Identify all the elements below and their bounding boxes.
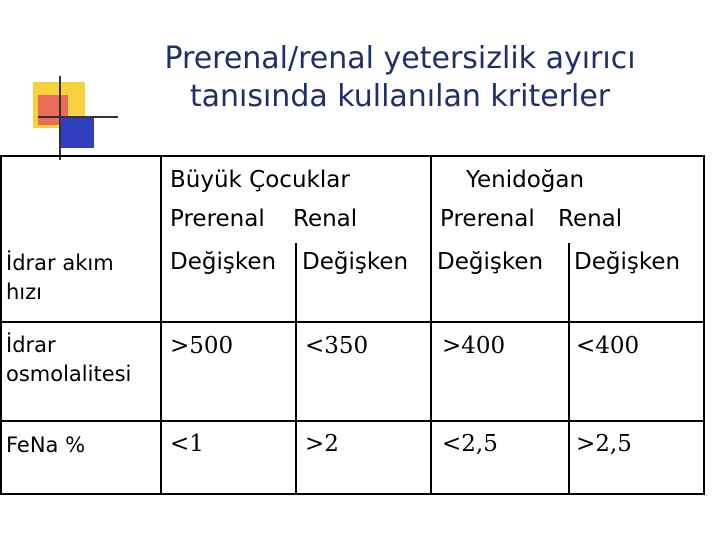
row-label-line: İdrar akım xyxy=(6,251,114,275)
table-cell: Değişken xyxy=(302,249,409,275)
table-rule xyxy=(0,155,2,495)
logo-horizontal-line xyxy=(38,116,118,118)
row-label-fena xyxy=(6,431,85,460)
table-cell: <350 xyxy=(305,333,369,359)
table-cell: Değişken xyxy=(574,249,681,275)
subheader-newborn-renal: Renal xyxy=(558,206,623,232)
table-rule xyxy=(295,243,297,495)
table-cell: <2,5 xyxy=(442,431,498,457)
slide-title-line-1: Prerenal/renal yetersizlik ayırıcı xyxy=(164,41,636,76)
row-label-line: osmolalitesi xyxy=(6,362,132,386)
table-cell: <400 xyxy=(576,333,640,359)
table-rule xyxy=(703,155,705,495)
slide-title xyxy=(110,40,690,116)
table-cell: >2 xyxy=(305,431,339,457)
table-cell: Değişken xyxy=(170,249,277,275)
table-rule xyxy=(0,420,705,422)
table-cell: >400 xyxy=(442,333,506,359)
subheader-newborn-prerenal: Prerenal xyxy=(440,206,535,232)
slide-title-line-2: tanısında kullanılan kriterler xyxy=(189,79,611,114)
table-rule xyxy=(0,493,705,495)
table-cell: Değişken xyxy=(437,249,544,275)
logo-vertical-line xyxy=(59,76,61,160)
table-rule xyxy=(0,155,705,157)
table-cell: >2,5 xyxy=(576,431,632,457)
header-older-children: Büyük Çocuklar xyxy=(170,167,350,193)
row-label-line: hızı xyxy=(6,280,43,304)
table-rule xyxy=(430,155,432,495)
table-cell: <1 xyxy=(170,431,204,457)
header-newborn: Yenidoğan xyxy=(466,167,585,193)
row-label-urine-flow xyxy=(6,249,114,307)
row-label-line: İdrar xyxy=(6,333,56,357)
table-rule xyxy=(568,243,570,495)
subheader-older-prerenal: Prerenal xyxy=(170,206,265,232)
row-label-line: FeNa % xyxy=(6,433,86,457)
table-rule xyxy=(160,155,162,495)
row-label-urine-osmolality xyxy=(6,331,131,389)
table-cell: >500 xyxy=(170,333,234,359)
table-rule xyxy=(0,321,705,323)
subheader-older-renal: Renal xyxy=(293,206,358,232)
logo-blue-square xyxy=(60,118,94,148)
